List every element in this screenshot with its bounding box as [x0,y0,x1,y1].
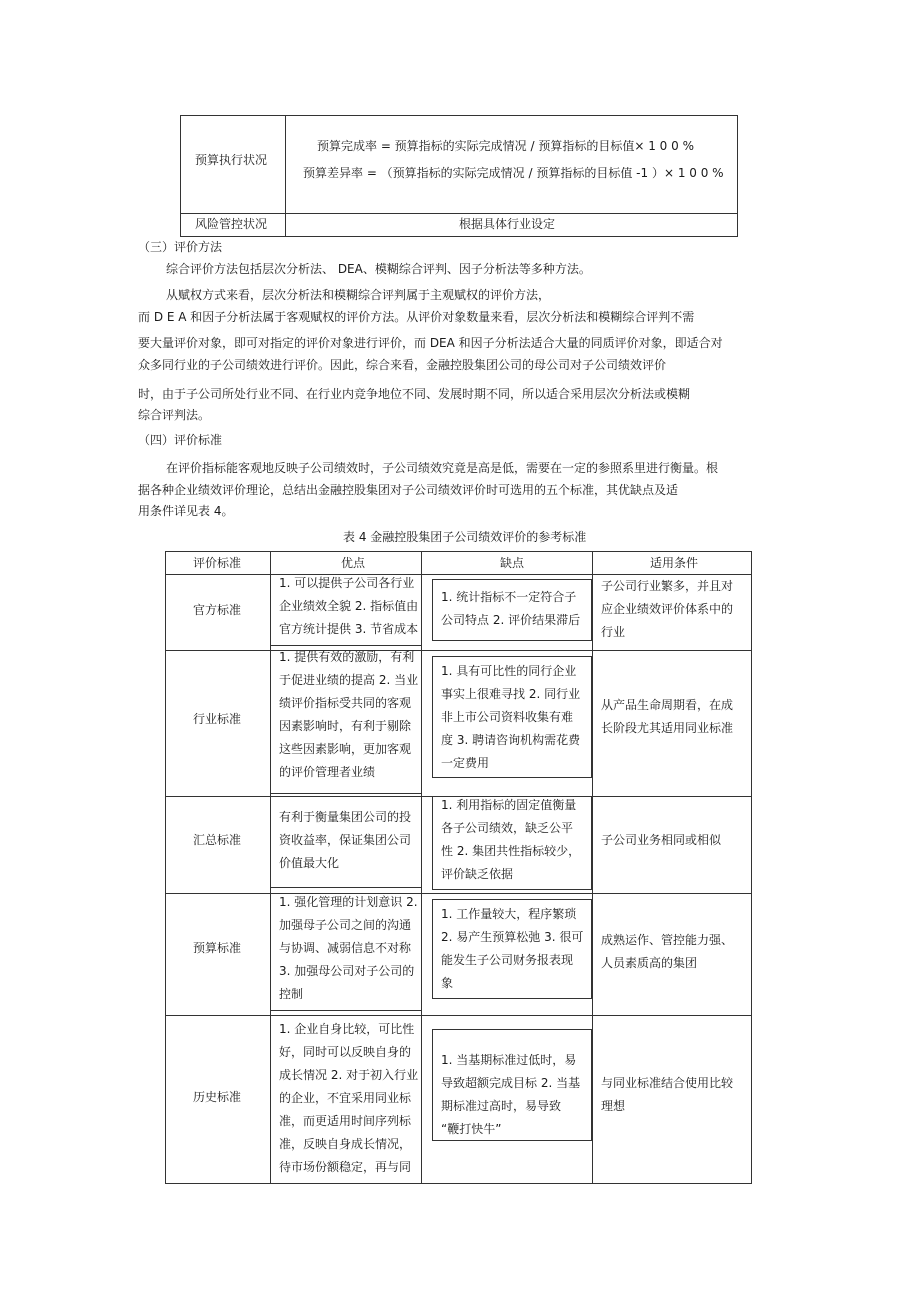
conditions-cell: 子公司业务相同或相似 [601,833,722,847]
cell-line: 资收益率，保证集团公司 [279,833,412,847]
row-divider [166,893,751,894]
cell-line: 从产品生命周期看，在成 [601,698,734,712]
paragraph-line: 据各种企业绩效评价理论，总结出金融控股集团对子公司绩效评价时可选用的五个标准，其优缺点及适 [138,483,679,497]
cell-line: 因素影响时，有利于剔除 [279,719,412,733]
cons-cell [441,586,580,632]
cell-line: 加强母子公司之间的沟通 [279,918,412,932]
section-heading: （三）评价方法 [138,240,223,254]
cell-line: 官方统计提供 3. 节省成本 [279,622,419,636]
budget-variance-formula: 预算差异率 = （预算指标的实际完成情况 / 预算指标的目标值 -1 ）× 1 0 0 % [303,166,724,180]
cell-line: 子公司行业繁多，并且对 [601,579,734,593]
table-caption: 表 4 金融控股集团子公司绩效评价的参考标准 [343,530,587,544]
cell-line: 好，同时可以反映自身的 [279,1045,412,1059]
header-pros: 优点 [341,556,366,570]
cell-line: 准，而更适用时间序列标 [279,1114,412,1128]
pros-cell [279,572,418,641]
section-heading: （四）评价标准 [138,433,223,447]
cell-line: 3. 加强母公司对子公司的 [279,964,415,978]
row-divider [166,650,751,651]
cell-line: 长阶段尤其适用同业标准 [601,721,734,735]
cell-line: 导致超额完成目标 2. 当基 [441,1076,581,1090]
cell-line: 象 [441,976,454,990]
cell-line: “鞭打快牛” [441,1122,502,1136]
row-label: 历史标准 [193,1090,242,1104]
cons-cell [441,903,583,995]
cell-line: 1. 可以提供子公司各行业 [279,576,415,590]
cell-line: 期标准过高时，易导致 [441,1099,562,1113]
paragraph-line: 而 D E A 和因子分析法属于客观赋权的评价方法。从评价对象数量来看，层次分析法和模糊综合评判不需 [138,310,695,324]
cell-line: 1. 具有可比性的同行企业 [441,664,577,678]
risk-control-label: 风险管控状况 [195,217,268,231]
cell-line: 与协调、减弱信息不对称 [279,941,412,955]
conditions-cell [601,575,733,644]
cell-line: 绩评价指标受共同的客观 [279,696,412,710]
cell-line: 有利于衡量集团公司的投 [279,810,412,824]
header-conditions: 适用条件 [650,556,699,570]
cell-line: 一定费用 [441,756,490,770]
paragraph-line: 众多同行业的子公司绩效进行评价。因此，综合来看，金融控股集团公司的母公司对子公司绩效评价 [138,358,667,372]
cell-line: 控制 [279,987,304,1001]
column-divider [592,552,593,1183]
row-divider [166,1015,751,1016]
cons-cell [441,660,580,775]
risk-control-value: 根据具体行业设定 [459,217,556,231]
table-divider [285,116,286,236]
cell-line: 这些因素影响，更加客观 [279,742,412,756]
cell-line: 的评价管理者业绩 [279,765,376,779]
paragraph-line: 综合评判法。 [138,408,211,422]
cell-line: 与同业标准结合使用比较 [601,1076,734,1090]
cell-line: 非上市公司资料收集有难 [441,710,574,724]
pros-cell [279,646,418,784]
cell-line: 1. 提供有效的激励，有利 [279,650,415,664]
cell-line: 度 3. 聘请咨询机构需花费 [441,733,581,747]
cell-line: 各子公司绩效，缺乏公平 [441,821,574,835]
cell-line: 人员素质高的集团 [601,956,698,970]
cell-line: 待市场份额稳定，再与同 [279,1160,412,1174]
cell-line: 1. 强化管理的计划意识 2. [279,895,418,909]
cell-line: 1. 企业自身比较，可比性 [279,1022,415,1036]
cell-line: 1. 统计指标不一定符合子 [441,590,577,604]
conditions-cell [601,1072,733,1118]
cell-line: 能发生子公司财务报表现 [441,953,574,967]
cell-line: 理想 [601,1099,626,1113]
cell-line: 公司特点 2. 评价结果滞后 [441,613,581,627]
table-divider [181,213,737,214]
paragraph-line: 时，由于子公司所处行业不同、在行业内竞争地位不同、发展时期不同，所以适合采用层次分析法或模糊 [138,387,691,401]
pros-cell [279,891,418,1006]
conditions-cell [601,929,733,975]
row-label: 预算标准 [193,941,242,955]
paragraph-line: 从赋权方式来看，层次分析法和模糊综合评判属于主观赋权的评价方法， [166,288,551,302]
cell-line: 成熟运作、管控能力强、 [601,933,734,947]
cons-cell [441,1049,580,1141]
row-label: 汇总标准 [193,833,242,847]
pros-cell [279,1018,418,1179]
cell-line: 2. 易产生预算松弛 3. 很可 [441,930,584,944]
cell-line: 成长情况 2. 对于初入行业 [279,1068,419,1082]
budget-completion-formula: 预算完成率 = 预算指标的实际完成情况 / 预算指标的目标值× 1 0 0 % [317,139,694,153]
cell-line: 于促进业绩的提高 2. 当业 [279,673,419,687]
paragraph-line: 要大量评价对象，即可对指定的评价对象进行评价，而 DEA 和因子分析法适合大量的同质评价对象，即适合对 [138,336,723,350]
paragraph-line: 用条件详见表 4。 [138,504,234,518]
row-label: 行业标准 [193,712,242,726]
cell-line: 1. 当基期标准过低时，易 [441,1053,577,1067]
cell-line: 评价缺乏依据 [441,867,514,881]
cell-line: 行业 [601,625,626,639]
paragraph-line: 综合评价方法包括层次分析法、 DEA、模糊综合评判、因子分析法等多种方法。 [166,262,591,276]
budget-status-label: 预算执行状况 [195,153,268,167]
cell-line: 企业绩效全貌 2. 指标值由 [279,599,419,613]
cell-line: 价值最大化 [279,856,340,870]
cell-line: 事实上很难寻找 2. 同行业 [441,687,581,701]
header-standard: 评价标准 [193,556,242,570]
cell-line: 准，反映自身成长情况， [279,1137,412,1151]
cell-line: 1. 利用指标的固定值衡量 [441,798,577,812]
cons-cell [441,794,580,886]
cell-line: 应企业绩效评价体系中的 [601,602,734,616]
pros-cell [279,806,411,875]
cell-line: 的企业，不宜采用同业标 [279,1091,412,1105]
conditions-cell [601,694,733,740]
row-label: 官方标准 [193,603,242,617]
header-cons: 缺点 [500,556,525,570]
paragraph-line: 在评价指标能客观地反映子公司绩效时，子公司绩效究竟是高是低，需要在一定的参照系里进行衡量。根 [166,461,719,475]
cell-line: 性 2. 集团共性指标较少， [441,844,581,858]
cell-line: 1. 工作量较大，程序繁琐 [441,907,577,921]
